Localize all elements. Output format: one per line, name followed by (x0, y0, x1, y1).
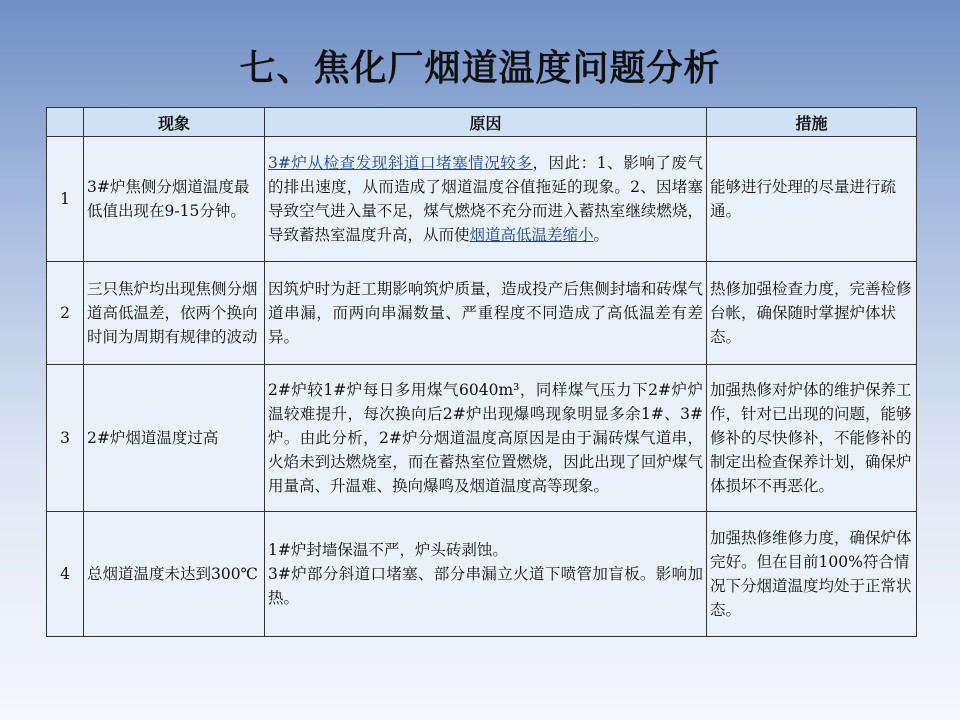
cause-cell (265, 137, 707, 262)
table-row (47, 262, 917, 365)
measure-cell: 加强热修维修力度，确保炉体完好。但在目前100%符合情况下分烟道温度均处于正常状态。 (707, 512, 917, 637)
header-no (47, 108, 84, 137)
cause-cell: 2#炉较1#炉每日多用煤气6040m³，同样煤气压力下2#炉炉温较难提升，每次换向后2#炉出现爆鸣现象明显多余1#、3#炉。由此分析，2#炉分烟道温度高原因是由于漏砖煤气道串，火焰未到达燃烧室，而在蓄热室位置燃烧，因此出现了回炉煤气用量高、升温难、换向爆鸣及烟道温度高等现象。 (265, 365, 707, 512)
cause-cell: 因筑炉时为赶工期影响筑炉质量，造成投产后焦侧封墙和砖煤气道串漏，而两向串漏数量、严重程度不同造成了高低温差有差异。 (265, 262, 707, 365)
measure-cell: 热修加强检查力度，完善检修台帐，确保随时掌握炉体状态。 (707, 262, 917, 365)
table-row (47, 365, 917, 512)
cause-line: 1#炉封墙保温不严，炉头砖剥蚀。 (268, 541, 508, 559)
analysis-table (46, 107, 917, 637)
table-row (47, 137, 917, 262)
header-row (47, 108, 917, 137)
row-number: 4 (47, 512, 84, 637)
row-number: 2 (47, 262, 84, 365)
cause-text: ，因此：1、影响了废气的排出速度，从而造成了烟道温度谷值拖延的现象。2、因堵塞导致空气进入量不足，煤气燃烧不充分而进入蓄热室继续燃烧，导致蓄热室温度升高，从而使 (268, 154, 703, 244)
row-number: 3 (47, 365, 84, 512)
cause-link[interactable]: 3#炉从检查发现斜道口堵塞情况较多 (268, 154, 533, 172)
table-row (47, 512, 917, 637)
header-phenomenon: 现象 (84, 108, 265, 137)
cause-text-end: 。 (593, 226, 610, 244)
cause-link[interactable]: 烟道高低温差缩小 (469, 226, 594, 244)
phenomenon-cell: 3#炉焦侧分烟道温度最低值出现在9-15分钟。 (84, 137, 265, 262)
header-measure: 措施 (707, 108, 917, 137)
phenomenon-cell: 三只焦炉均出现焦侧分烟道高低温差，依两个换向时间为周期有规律的波动 (84, 262, 265, 365)
cause-cell (265, 512, 707, 637)
cause-line: 3#炉部分斜道口堵塞、部分串漏立火道下喷管加盲板。影响加热。 (268, 565, 703, 607)
phenomenon-cell: 总烟道温度未达到300℃ (84, 512, 265, 637)
phenomenon-cell: 2#炉烟道温度过高 (84, 365, 265, 512)
measure-cell: 能够进行处理的尽量进行疏通。 (707, 137, 917, 262)
row-number: 1 (47, 137, 84, 262)
measure-cell: 加强热修对炉体的维护保养工作，针对已出现的问题，能够修补的尽快修补，不能修补的制定出检查保养计划，确保炉体损坏不再恶化。 (707, 365, 917, 512)
header-cause: 原因 (265, 108, 707, 137)
page-title: 七、焦化厂烟道温度问题分析 (239, 47, 721, 89)
